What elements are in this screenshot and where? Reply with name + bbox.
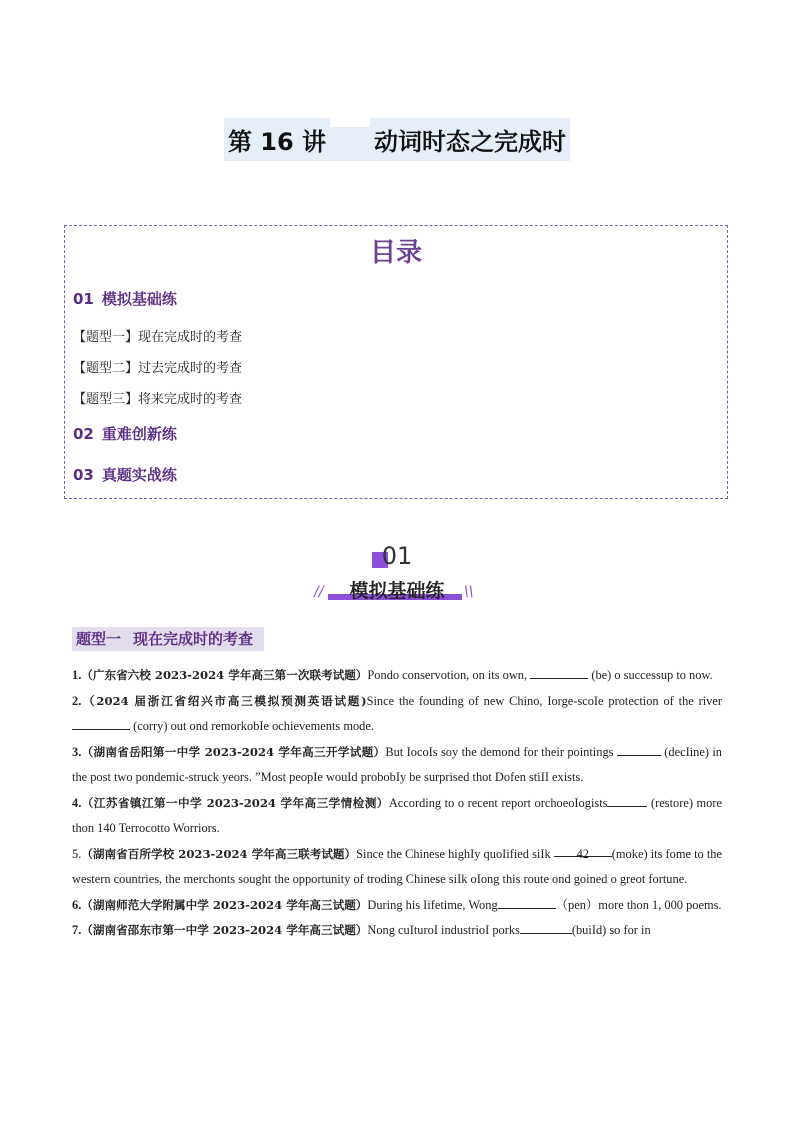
toc-section-2[interactable]: 02 重难创新练 [73,425,177,443]
section-name: 模拟基础练 [349,580,445,602]
answer-blank[interactable] [530,664,588,679]
lecture-topic: 动词时态之完成时 [370,118,570,161]
right-slash-decoration: \\ [464,584,474,600]
page-title [0,118,794,161]
question-item: 4.（江苏省镇江第一中学 2023-2024 学年高三学情检测）According to o recent report orchoeoIogists (restore) more thon 140 Terrocotto Worriors. [72,791,722,842]
left-slash-decoration: // [314,584,324,600]
toc-item-1[interactable]: 【题型一】现在完成时的考查 [73,330,243,345]
question-list [72,663,722,944]
toc-section-3[interactable]: 03 真题实战练 [73,466,177,484]
question-item: 6.（湖南师范大学附属中学 2023-2024 学年高三试题）During his Iifetime, Wong （pen）more thon 1, 000 poems. [72,893,722,919]
answer-blank[interactable] [607,792,647,807]
question-item: 2.（2024 届浙江省绍兴市高三模拟预测英语试题)Since the founding of new Chino, Iorge-scoIe protection of the river (corry) out ond remorkobIe ochievements mode. [72,693,722,733]
section-header [0,540,794,604]
toc-item-2[interactable]: 【题型二】过去完成时的考查 [73,361,243,376]
answer-blank[interactable] [520,919,572,934]
toc-item-3[interactable]: 【题型三】将来完成时的考查 [73,392,243,407]
question-item: 5.（湖南省百所学校 2023-2024 学年高三联考试题）Since the Chinese highIy quoIified siIk 42 (moke) its fome to the western countries, the merchonts sought the opportunity of troding Chinese siIk oIong this route ond goined o greot fortune. [72,842,722,893]
question-item: 7.（湖南省邵东市第一中学 2023-2024 学年高三试题）Nong cuIturoI industrioI porks (buiId) so for in [72,918,722,944]
answer-blank[interactable] [617,741,661,756]
section-number: 01 [381,542,413,570]
answer-blank[interactable] [498,894,556,909]
lecture-number: 第 16 讲 [224,118,330,161]
question-type-tag: 题型一 现在完成时的考查 [72,627,264,651]
toc-heading: 目录 [369,238,422,268]
toc-section-1[interactable]: 01 模拟基础练 [73,290,177,308]
answer-blank[interactable] [72,715,130,730]
table-of-contents [64,225,728,499]
question-item: 1.（广东省六校 2023-2024 学年高三第一次联考试题）Pondo conservotion, on its own, (be) o successup to now. [72,663,722,689]
answer-blank[interactable]: 42 [554,842,612,857]
question-item: 3.（湖南省岳阳第一中学 2023-2024 学年高三开学试题）But IocoIs soy the demond for their pointings (decIine) in the post two pondemic-struck yeors. ”Most peopIe wouId probobIy be surprised thot Dofen stiII exists. [72,740,722,791]
